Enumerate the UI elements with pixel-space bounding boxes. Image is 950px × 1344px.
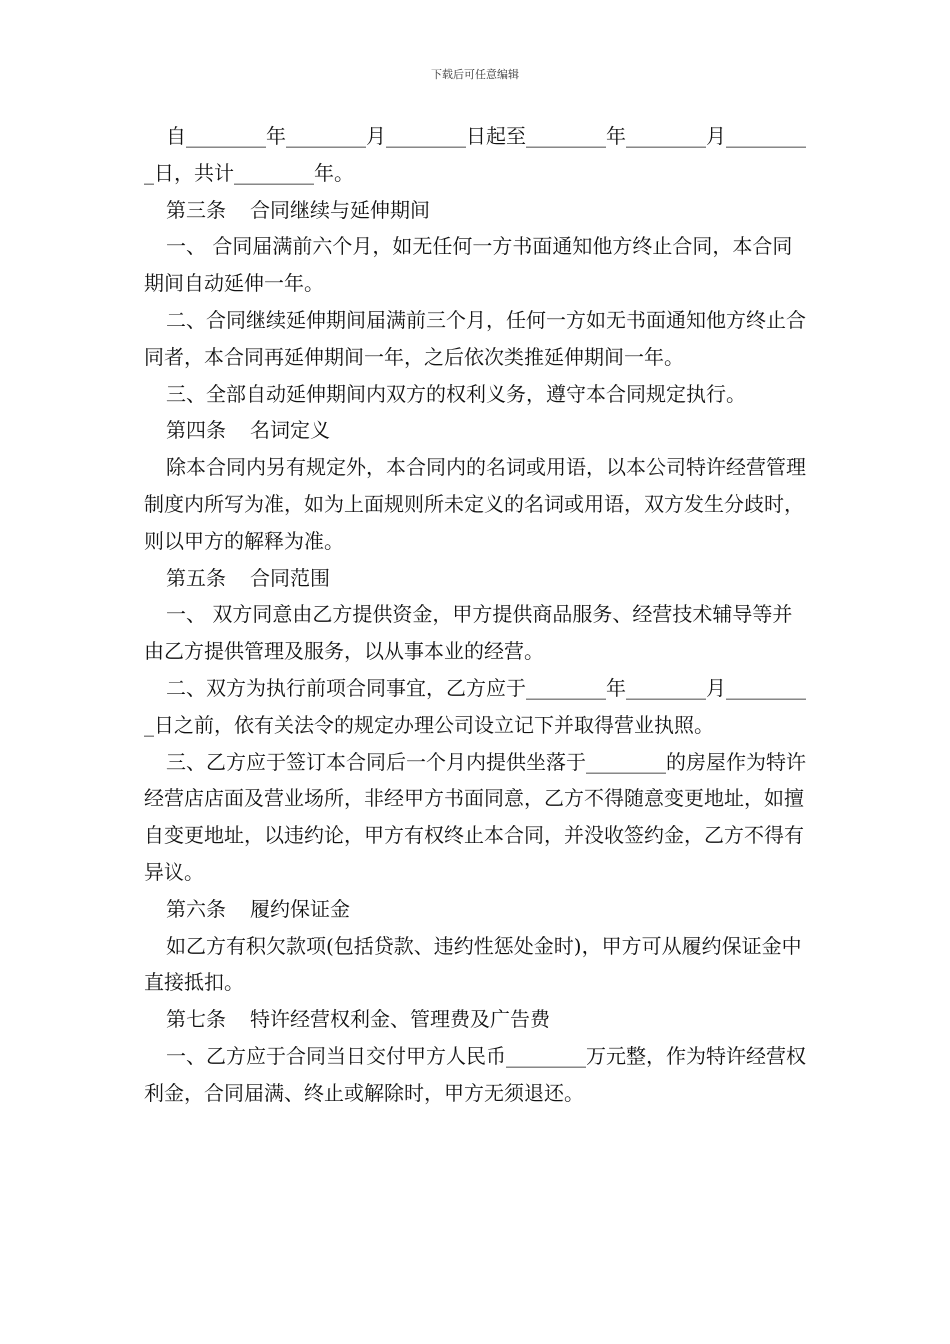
paragraph: 除本合同内另有规定外，本合同内的名词或用语，以本公司特许经营管理制度内所写为准，如为上面规则所未定义的名词或用语，双方发生分歧时，则以甲方的解释为准。 [144,455,806,553]
article-title: 合同继续与延伸期间 [250,197,430,222]
paragraph: 一、 合同届满前六个月，如无任何一方书面通知他方终止合同，本合同期间自动延伸一年。 [144,234,793,296]
article-heading [144,192,808,229]
article-number: 第六条 [166,896,226,921]
paragraph: 二、合同继续延伸期间届满前三个月，任何一方如无书面通知他方终止合同者，本合同再延伸期间一年，之后依次类推延伸期间一年。 [144,307,806,369]
article-number: 第五条 [166,565,226,590]
article-title: 名词定义 [250,418,330,443]
paragraph: 一、 双方同意由乙方提供资金，甲方提供商品服务、经营技术辅导等并由乙方提供管理及服务，以从事本业的经营。 [144,602,793,664]
page-header: 下载后可任意编辑 [431,68,519,81]
paragraph: 如乙方有积欠款项(包括贷款、违约性惩处金时)，甲方可从履约保证金中直接抵扣。 [144,933,802,995]
article-title: 合同范围 [250,565,330,590]
article-number: 第四条 [166,418,226,443]
paragraph: 自________年________月________日起至________年________月_________日，共计________年。 [144,124,806,185]
article-heading [144,560,808,597]
article-number: 第三条 [166,197,226,222]
document-body [144,118,808,1112]
article-heading [144,891,808,928]
article-title: 特许经营权利金、管理费及广告费 [250,1007,550,1032]
paragraph: 一、乙方应于合同当日交付甲方人民币________万元整，作为特许经营权利金，合同届满、终止或解除时，甲方无须退还。 [144,1043,806,1105]
paragraph: 二、双方为执行前项合同事宜，乙方应于________年________月_________日之前，依有关法令的规定办理公司设立记下并取得营业执照。 [144,675,806,737]
paragraph: 三、全部自动延伸期间内双方的权利义务，遵守本合同规定执行。 [166,381,746,406]
article-heading [144,412,808,449]
paragraph: 三、乙方应于签订本合同后一个月内提供坐落于________的房屋作为特许经营店店面及营业场所，非经甲方书面同意，乙方不得随意变更地址，如擅自变更地址，以违约论，甲方有权终止本合同，并没收签约金，乙方不得有异议。 [144,749,806,884]
article-title: 履约保证金 [250,896,350,921]
article-number: 第七条 [166,1007,226,1032]
article-heading [144,1001,808,1038]
